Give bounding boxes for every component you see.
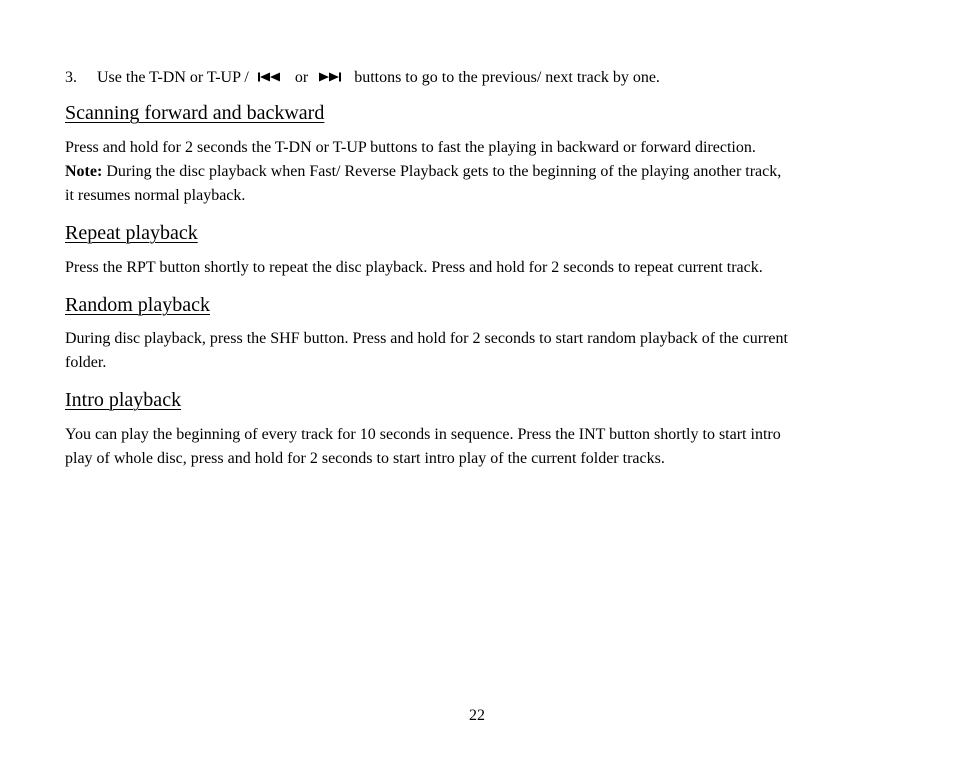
paragraph-scanning: [65, 136, 895, 208]
step-number: 3.: [65, 69, 77, 86]
intro-line-1: You can play the beginning of every track for 10 seconds in sequence. Press the INT button shortly to start intro: [65, 426, 781, 443]
random-line-1: During disc playback, press the SHF button. Press and hold for 2 seconds to start random playback of the current: [65, 330, 788, 347]
heading-scanning: Scanning forward and backward: [65, 102, 325, 124]
page-number: 22: [469, 707, 485, 724]
heading-intro: Intro playback: [65, 389, 182, 411]
intro-line-2: play of whole disc, press and hold for 2 seconds to start intro play of the current folder tracks.: [65, 450, 665, 467]
paragraph-random: [65, 327, 895, 375]
step-text-after: buttons to go to the previous/ next track by one.: [354, 69, 660, 86]
scanning-body: Press and hold for 2 seconds the T-DN or T-UP buttons to fast the playing in backward or forward direction.: [65, 139, 756, 156]
heading-random: Random playback: [65, 294, 210, 316]
note-label: Note:: [65, 163, 103, 180]
heading-repeat: Repeat playback: [65, 222, 198, 244]
note-text: During the disc playback when Fast/ Reverse Playback gets to the beginning of the playing another track,: [102, 163, 782, 180]
skip-previous-icon: [257, 72, 287, 82]
step-3: [65, 66, 895, 90]
paragraph-intro: [65, 423, 895, 471]
scanning-note-line-1: [65, 160, 895, 184]
paragraph-repeat: Press the RPT button shortly to repeat the disc playback. Press and hold for 2 seconds to repeat current track.: [65, 259, 763, 276]
step-text-before: Use the T-DN or T-UP /: [97, 69, 249, 86]
random-line-2: folder.: [65, 354, 107, 371]
skip-next-icon: [316, 72, 346, 82]
scanning-note-line-2: it resumes normal playback.: [65, 187, 246, 204]
or-word: or: [294, 69, 309, 86]
